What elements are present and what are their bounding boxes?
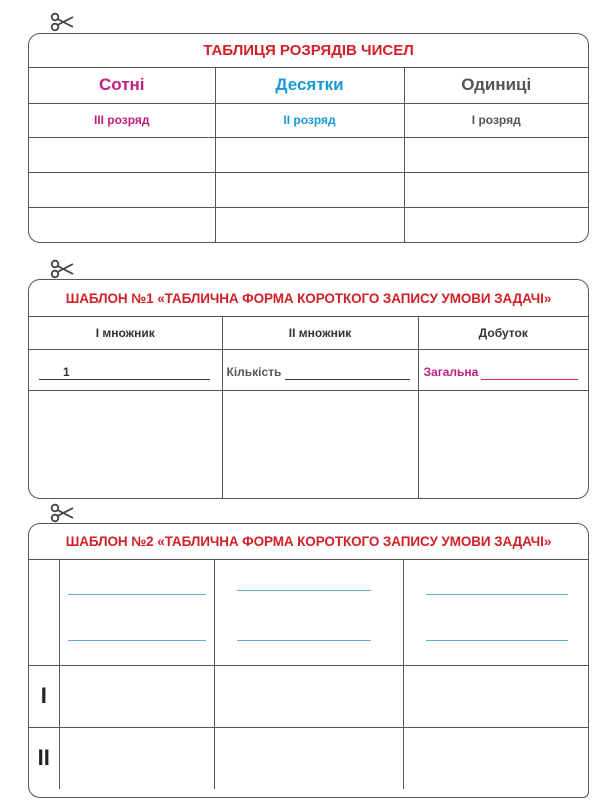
fill-label-quantity: Кількість bbox=[226, 364, 282, 379]
fill-label-one: 1 bbox=[63, 364, 70, 379]
rank-hundreds: ІІІ розряд bbox=[29, 103, 215, 137]
fill-label-total: Загальна bbox=[423, 364, 479, 379]
template-2-table bbox=[29, 560, 588, 789]
fill-first-factor[interactable] bbox=[29, 349, 222, 390]
table-cell[interactable] bbox=[403, 665, 588, 727]
fill-cell[interactable] bbox=[403, 560, 588, 665]
template-1-title: ШАБЛОН №1 «ТАБЛИЧНА ФОРМА КОРОТКОГО ЗАПИСУ УМОВИ ЗАДАЧІ» bbox=[29, 280, 588, 317]
rank-tens: ІІ розряд bbox=[215, 103, 404, 137]
table-cell[interactable] bbox=[214, 727, 403, 789]
digit-table-title: ТАБЛИЦЯ РОЗРЯДІВ ЧИСЕЛ bbox=[29, 34, 588, 68]
header-second-factor: ІІ множник bbox=[222, 317, 418, 349]
digit-place-table bbox=[29, 68, 588, 242]
column-hundreds: Сотні bbox=[29, 68, 215, 103]
header-first-factor: І множник bbox=[29, 317, 222, 349]
table-cell[interactable] bbox=[418, 390, 588, 499]
column-units: Одиниці bbox=[404, 68, 588, 103]
table-cell[interactable] bbox=[404, 137, 588, 172]
template-2-card bbox=[28, 523, 589, 798]
scissors-icon bbox=[50, 503, 74, 523]
table-cell[interactable] bbox=[215, 207, 404, 242]
fill-cell[interactable] bbox=[59, 560, 214, 665]
row-label-first: І bbox=[29, 665, 59, 727]
table-cell[interactable] bbox=[404, 207, 588, 242]
rank-units: І розряд bbox=[404, 103, 588, 137]
header-product: Добуток bbox=[418, 317, 588, 349]
table-cell[interactable] bbox=[214, 665, 403, 727]
corner-cell bbox=[29, 560, 59, 665]
table-cell[interactable] bbox=[403, 727, 588, 789]
column-tens: Десятки bbox=[215, 68, 404, 103]
template-2-title: ШАБЛОН №2 «ТАБЛИЧНА ФОРМА КОРОТКОГО ЗАПИСУ УМОВИ ЗАДАЧІ» bbox=[29, 524, 588, 560]
table-cell[interactable] bbox=[59, 665, 214, 727]
table-cell[interactable] bbox=[404, 172, 588, 207]
fill-second-factor[interactable] bbox=[222, 349, 418, 390]
template-1-card bbox=[28, 279, 589, 499]
fill-cell[interactable] bbox=[214, 560, 403, 665]
table-cell[interactable] bbox=[29, 207, 215, 242]
table-cell[interactable] bbox=[29, 390, 222, 499]
scissors-icon bbox=[50, 259, 74, 279]
table-cell[interactable] bbox=[29, 172, 215, 207]
table-cell[interactable] bbox=[59, 727, 214, 789]
table-cell[interactable] bbox=[215, 172, 404, 207]
table-cell[interactable] bbox=[29, 137, 215, 172]
template-1-table bbox=[29, 317, 588, 499]
digit-place-table-card bbox=[28, 33, 589, 243]
table-cell[interactable] bbox=[215, 137, 404, 172]
table-cell[interactable] bbox=[222, 390, 418, 499]
scissors-icon bbox=[50, 12, 74, 32]
row-label-second: ІІ bbox=[29, 727, 59, 789]
fill-product[interactable] bbox=[418, 349, 588, 390]
